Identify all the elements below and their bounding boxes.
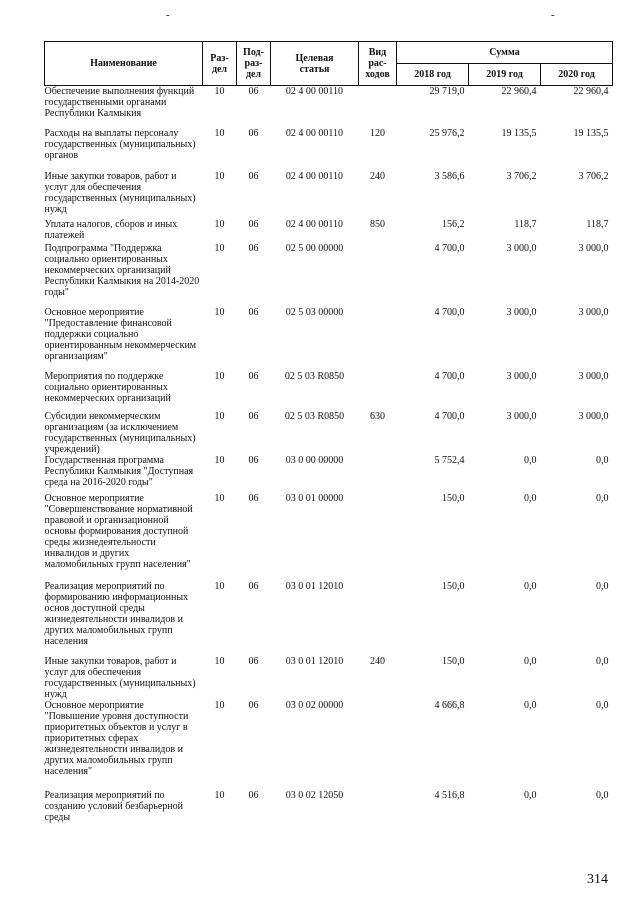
row-sum-2018: 4 700,0 (434, 306, 465, 318)
row-podrazdel: 06 (248, 789, 259, 801)
header-podrazdel: Под- раз- дел (237, 42, 271, 86)
row-sum-2018: 5 752,4 (434, 454, 465, 466)
table-row (45, 700, 613, 790)
row-razdel: 10 (214, 699, 225, 711)
header-year-2019: 2019 год (469, 64, 541, 86)
row-sum-2019: 0,0 (524, 580, 537, 592)
table-row (45, 86, 613, 128)
row-target: 02 5 03 R0850 (284, 410, 345, 422)
header-year-2018: 2018 год (397, 64, 469, 86)
row-sum-2018: 4 700,0 (434, 242, 465, 254)
row-podrazdel: 06 (248, 170, 259, 182)
row-sum-2020: 0,0 (596, 454, 609, 466)
row-sum-2018: 150,0 (442, 492, 465, 504)
row-sum-2018: 4 700,0 (434, 410, 465, 422)
table-row (45, 371, 613, 411)
row-podrazdel: 06 (248, 699, 259, 711)
row-sum-2019: 0,0 (524, 454, 537, 466)
row-sum-2019: 3 000,0 (506, 242, 537, 254)
row-vid: 120 (370, 127, 385, 139)
row-vid: 240 (370, 170, 385, 182)
row-target: 03 0 01 12010 (285, 655, 344, 667)
row-sum-2020: 118,7 (586, 218, 609, 230)
row-sum-2019: 0,0 (524, 492, 537, 504)
row-razdel: 10 (214, 306, 225, 318)
row-target: 02 4 00 00110 (285, 127, 344, 139)
row-name: Обеспечение выполнения функций государственными органами Республики Калмыкия (44, 86, 195, 119)
row-sum-2020: 0,0 (596, 655, 609, 667)
row-sum-2020: 3 706,2 (578, 170, 609, 182)
row-sum-2019: 22 960,4 (501, 86, 537, 97)
table-row (45, 171, 613, 219)
row-target: 02 5 03 R0850 (284, 370, 345, 382)
row-target: 03 0 02 12050 (285, 789, 344, 801)
row-razdel: 10 (214, 580, 225, 592)
header-vid: Вид рас- ходов (359, 42, 397, 86)
row-podrazdel: 06 (248, 86, 259, 97)
table-body (45, 86, 613, 830)
table-row (45, 219, 613, 243)
row-target: 02 5 03 00000 (285, 306, 344, 318)
row-name: Основное мероприятие "Предоставление финансовой поддержки социально ориентированным некоммерческим организациям" (44, 306, 197, 362)
row-sum-2020: 3 000,0 (578, 370, 609, 382)
page-number: 314 (587, 872, 608, 887)
row-podrazdel: 06 (248, 410, 259, 422)
table-row (45, 790, 613, 830)
row-sum-2020: 22 960,4 (573, 86, 609, 97)
row-sum-2018: 156,2 (442, 218, 465, 230)
row-razdel: 10 (214, 410, 225, 422)
row-sum-2018: 25 976,2 (429, 127, 465, 139)
header-razdel: Раз- дел (203, 42, 237, 86)
row-sum-2019: 0,0 (524, 655, 537, 667)
row-sum-2020: 3 000,0 (578, 306, 609, 318)
row-sum-2019: 3 706,2 (506, 170, 537, 182)
header-name: Наименование (45, 42, 203, 86)
row-podrazdel: 06 (248, 242, 259, 254)
row-name: Расходы на выплаты персоналу государственных (муниципальных) органов (44, 127, 196, 161)
row-sum-2019: 3 000,0 (506, 306, 537, 318)
row-name: Подпрограмма "Поддержка социально ориентированных некоммерческих организаций Республики Калмыкия на 2014-2020 годы" (44, 242, 200, 298)
row-vid (359, 86, 397, 128)
row-razdel: 10 (214, 242, 225, 254)
row-name: Иные закупки товаров, работ и услуг для обеспечения государственных (муниципальных) нужд (44, 170, 196, 215)
row-vid: 630 (370, 410, 385, 422)
row-vid (359, 493, 397, 581)
row-name: Государственная программа Республики Калмыкия "Доступная среда на 2016-2020 годы" (44, 454, 194, 488)
row-vid (359, 243, 397, 307)
row-sum-2018: 150,0 (442, 655, 465, 667)
row-target: 03 0 00 00000 (285, 454, 344, 466)
row-razdel: 10 (214, 170, 225, 182)
table-row (45, 128, 613, 171)
row-target: 03 0 01 00000 (285, 492, 344, 504)
row-sum-2020: 3 000,0 (578, 410, 609, 422)
row-sum-2020: 0,0 (596, 699, 609, 711)
row-sum-2018: 29 719,0 (429, 86, 465, 97)
row-name: Мероприятия по поддержке социально ориентированных некоммерческих организаций (44, 370, 171, 404)
row-name: Субсидии некоммерческим организациям (за исключением государственных (муниципальных) учреждений) (44, 410, 196, 455)
row-vid (359, 581, 397, 656)
row-razdel: 10 (214, 370, 225, 382)
row-sum-2020: 19 135,5 (573, 127, 609, 139)
row-vid: 240 (370, 655, 385, 667)
row-sum-2020: 0,0 (596, 789, 609, 801)
row-name: Уплата налогов, сборов и иных платежей (44, 218, 178, 241)
row-sum-2018: 4 516,8 (434, 789, 465, 801)
row-name: Основное мероприятие "Повышение уровня доступности приоритетных объектов и услуг в приоритетных сферах жизнедеятельности инвалидов и других маломобильных групп населения" (44, 699, 189, 777)
row-name: Реализация мероприятий по созданию условий безбарьерной среды (44, 789, 183, 823)
row-name: Реализация мероприятий по формированию информационных основ доступной среды жизнедеятельности инвалидов и других маломобильных групп населения (44, 580, 189, 647)
row-vid (359, 455, 397, 493)
row-sum-2019: 0,0 (524, 789, 537, 801)
header-summa: Сумма (397, 42, 613, 64)
header-target: Целевая статья (271, 42, 359, 86)
table-row (45, 493, 613, 581)
row-razdel: 10 (214, 492, 225, 504)
row-sum-2018: 4 700,0 (434, 370, 465, 382)
row-podrazdel: 06 (248, 492, 259, 504)
row-vid (359, 790, 397, 830)
table-row (45, 307, 613, 371)
scan-mark-left: - (166, 9, 170, 21)
row-target: 03 0 01 12010 (285, 580, 344, 592)
row-podrazdel: 06 (248, 655, 259, 667)
row-target: 02 4 00 00110 (285, 86, 344, 97)
row-sum-2018: 150,0 (442, 580, 465, 592)
row-sum-2019: 118,7 (514, 218, 537, 230)
row-target: 02 4 00 00110 (285, 218, 344, 230)
row-podrazdel: 06 (248, 127, 259, 139)
row-vid (359, 307, 397, 371)
row-razdel: 10 (214, 454, 225, 466)
row-sum-2020: 3 000,0 (578, 242, 609, 254)
table-row (45, 656, 613, 700)
row-target: 02 4 00 00110 (285, 170, 344, 182)
row-podrazdel: 06 (248, 370, 259, 382)
table-row (45, 411, 613, 455)
row-name: Иные закупки товаров, работ и услуг для обеспечения государственных (муниципальных) нужд (44, 655, 196, 700)
row-vid (359, 371, 397, 411)
table-row (45, 243, 613, 307)
row-razdel: 10 (214, 789, 225, 801)
row-sum-2018: 4 666,8 (434, 699, 465, 711)
row-razdel: 10 (214, 86, 225, 97)
row-sum-2019: 0,0 (524, 699, 537, 711)
row-razdel: 10 (214, 655, 225, 667)
table-row (45, 581, 613, 656)
row-podrazdel: 06 (248, 454, 259, 466)
table-row (45, 455, 613, 493)
row-sum-2020: 0,0 (596, 492, 609, 504)
row-sum-2019: 19 135,5 (501, 127, 537, 139)
row-razdel: 10 (214, 218, 225, 230)
row-sum-2019: 3 000,0 (506, 370, 537, 382)
row-razdel: 10 (214, 127, 225, 139)
row-name: Основное мероприятие "Совершенствование нормативной правовой и организационной основы формирования доступной среды жизнедеятельности инвалидов и других маломобильных групп населения" (44, 492, 193, 570)
header-year-2020: 2020 год (541, 64, 613, 86)
row-sum-2019: 3 000,0 (506, 410, 537, 422)
row-sum-2020: 0,0 (596, 580, 609, 592)
row-target: 02 5 00 00000 (285, 242, 344, 254)
row-podrazdel: 06 (248, 306, 259, 318)
budget-table (44, 41, 613, 830)
scan-mark-right: - (551, 9, 555, 21)
row-sum-2018: 3 586,6 (434, 170, 465, 182)
row-target: 03 0 02 00000 (285, 699, 344, 711)
row-vid (359, 700, 397, 790)
row-podrazdel: 06 (248, 580, 259, 592)
row-vid: 850 (370, 218, 385, 230)
row-podrazdel: 06 (248, 218, 259, 230)
